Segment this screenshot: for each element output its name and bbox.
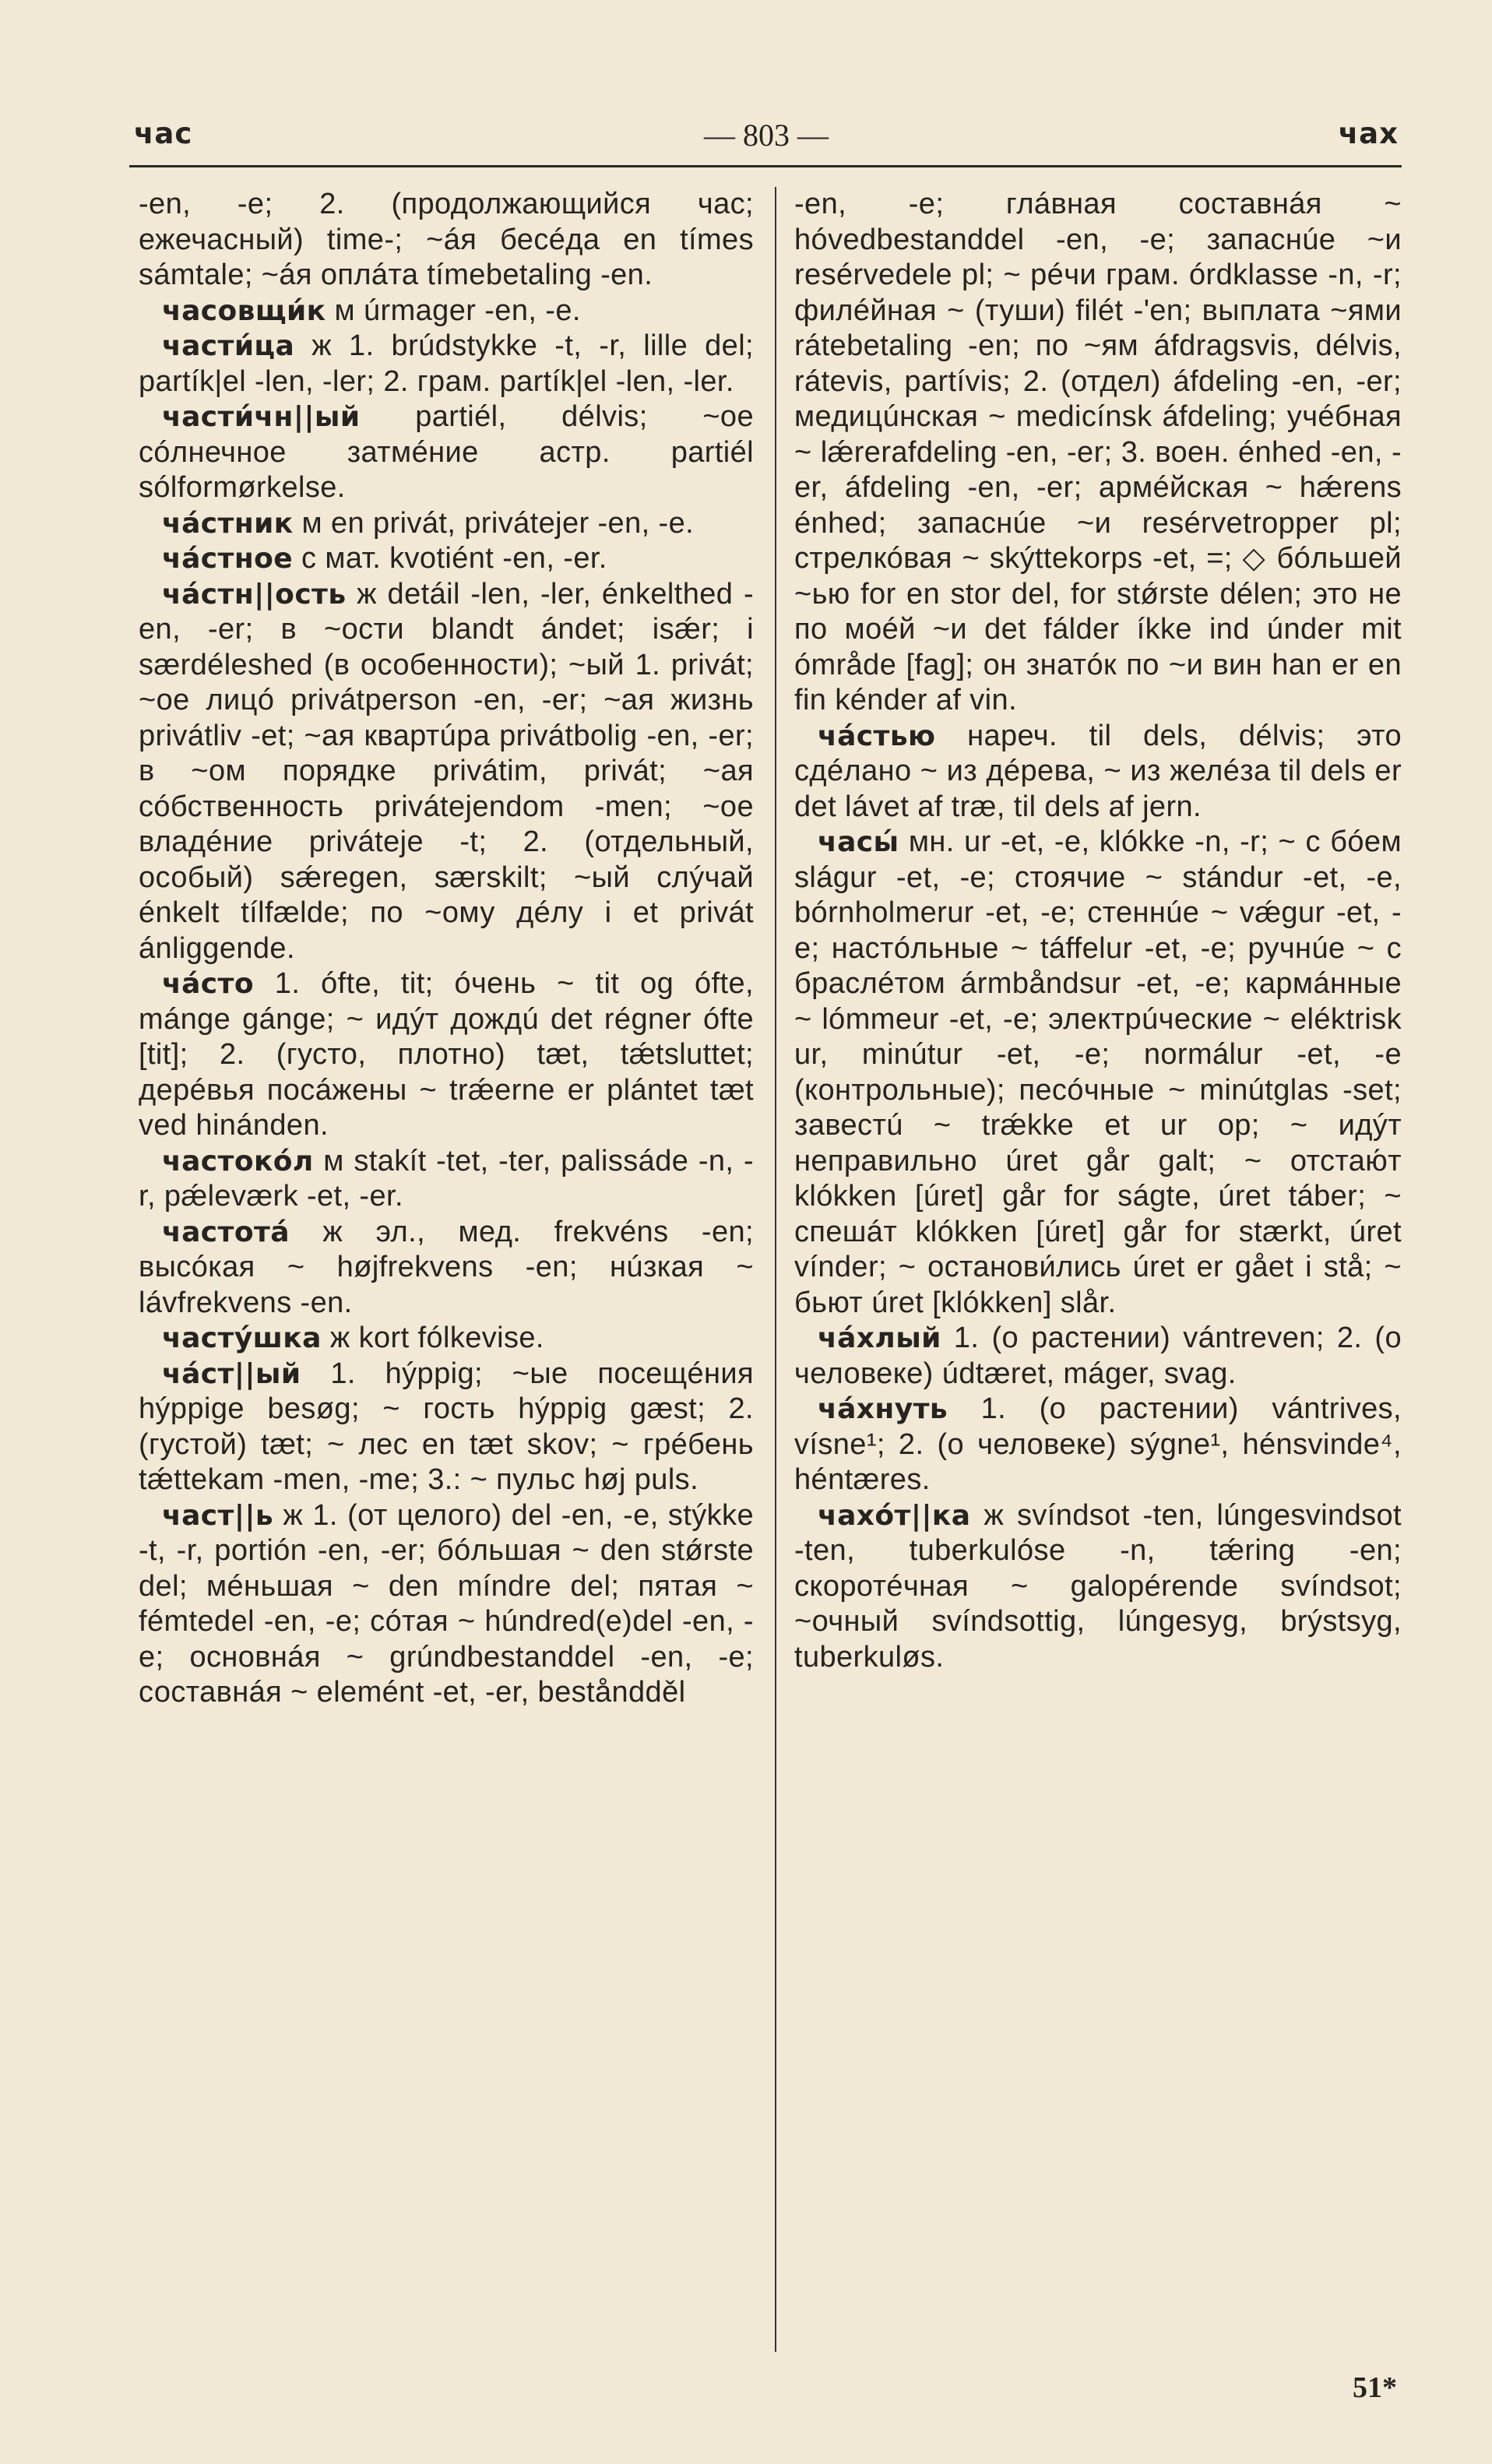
dictionary-entry <box>794 1321 1402 1392</box>
entry-definition: 1. (о растении) vántreven; 2. (о человеке) údtæret, máger, svag. <box>794 1322 1402 1390</box>
header-rule <box>129 165 1402 167</box>
header-guide-word-left: час <box>134 117 193 150</box>
dictionary-entry <box>794 1498 1402 1676</box>
entry-headword: частотá <box>162 1216 290 1248</box>
entry-definition: ж 1. brúdstykke -t, -r, lille del; partík|el -len, -ler; 2. грам. partík|el -len, -ler. <box>139 329 755 398</box>
entry-headword: частокóл <box>162 1145 314 1177</box>
entry-headword: част||ь <box>162 1499 274 1532</box>
header-guide-word-right: чах <box>1338 117 1399 150</box>
entry-definition: ж svíndsot -ten, lúngesvindsot -ten, tuberkulóse -n, tǽring -en; скоротéчная ~ galopérende svíndsot; ~очный svíndsottig, lúngesyg, brýstsyg, tuberkuløs. <box>794 1498 1402 1674</box>
dictionary-entry <box>794 187 1402 719</box>
entry-definition: ж detáil -len, -ler, énkelthed -en, -er; в ~ости blandt ándet; isǽr; i særdéleshed (в особенности); ~ый 1. privát; ~ое лицó privátperson -en, -er; ~ая жизнь privátliv -et; ~ая квартúра privátbolig -en, -er; в ~ом порядке privátim, privát; ~ая сóбственность privátejendom -men; ~ое владéние privátеje -t; 2. (отдельный, особый) sǽregen, særskilt; ~ый слýчай énkelt tílfælde; по ~ому дéлу i et privát ánliggende. <box>139 577 754 965</box>
dictionary-entry <box>139 577 754 967</box>
entry-definition: 1. hýppig; ~ые посещéния hýppige besøg; ~ гость hýppig gæst; 2. (густой) tæt; ~ лес en tæt skov; ~ грéбень tǽttekam -men, -me; 3.: ~ пульс høj puls. <box>139 1357 755 1496</box>
dictionary-entry <box>794 719 1402 825</box>
entry-headword: части́ца <box>162 330 295 362</box>
entry-headword: часы́ <box>818 826 899 858</box>
entry-definition: м en privát, privátejer -en, -e. <box>301 506 695 540</box>
running-head <box>132 117 1400 171</box>
entry-definition: м stakít -tet, -ter, palissáde -n, -r, pǽleværk -et, -er. <box>139 1144 754 1213</box>
entry-definition: 1. ófte, tit; óчень ~ tit og ófte, mánge gánge; ~ идýт дождú det régner ófte [tit]; 2. (густо, плотно) tæt, tǽtsluttet; дерéвья посáжены ~ trǽerne er plántet tæt ved hinánden. <box>139 967 754 1142</box>
entry-definition: нареч. til dels, délvis; это сдéлано ~ из дéрева, ~ из желéза til dels er det lávet af træ, til dels af jern. <box>794 719 1402 823</box>
entry-definition: с мат. kvotiént -en, -er. <box>301 542 607 575</box>
dictionary-entry <box>139 506 754 542</box>
entry-headword: чáст||ый <box>162 1357 301 1390</box>
entry-definition: ж эл., мед. frekvéns -en; высóкая ~ højfrekvens -en; нúзкая ~ lávfrekvens -en. <box>139 1215 754 1319</box>
entry-headword: чáстное <box>162 543 294 575</box>
dictionary-entry <box>139 541 754 577</box>
dictionary-entry <box>139 400 754 506</box>
dictionary-entry <box>139 187 754 294</box>
entry-headword: чáстник <box>162 507 294 540</box>
entry-headword: чáхнуть <box>818 1393 948 1425</box>
column-divider <box>775 187 776 2352</box>
dictionary-entry <box>794 825 1402 1321</box>
dictionary-entry <box>794 1392 1402 1498</box>
dictionary-entry <box>139 1144 754 1215</box>
entry-headword: чахóт||ка <box>818 1499 971 1532</box>
entry-headword: чáхлый <box>818 1322 941 1354</box>
entry-definition: мн. ur -et, -e, klókke -n, -r; ~ с бóем slágur -et, -e; стоячие ~ stándur -et, -e, bórnholmerur -et, -e; стеннúе ~ vǽgur -et, -e; настóльные ~ táffelur -et, -e; ручнúе ~ с браслéтом ármbåndsur -et, -e; кармáнные ~ lómmeur -et, -e; электрúческие ~ eléktrisk ur, minútur -et, -e; normálur -et, -e (контрольные); песóчные ~ minútglas -set; завестú ~ trǽkke et ur op; ~ идýт неправильно úret går galt; ~ отстаю́т klókken [úret] går for ságte, úret táber; ~ спешáт klókken [úret] går for stærkt, úret vínder; ~ останови́лись úret er gået i stå; ~ бьют úret [klókken] slår. <box>794 825 1402 1319</box>
entry-definition: 1. (о растении) vántrives, vísne¹; 2. (о человеке) sýgne¹, hénsvinde⁴, héntæres. <box>794 1392 1402 1496</box>
entry-definition: м úrmager -en, -e. <box>334 294 581 327</box>
left-column <box>139 187 754 1711</box>
entry-headword: чáсто <box>162 968 254 1000</box>
entry-definition: -en, -e; 2. (продолжающийся час; ежечасный) time-; ~áя бесéда en tímes sámtale; ~áя оплáта tímebetaling -en. <box>139 188 754 291</box>
dictionary-entry <box>139 1215 754 1322</box>
right-column <box>794 187 1402 1675</box>
dictionary-entry <box>139 966 754 1144</box>
entry-headword: частýшка <box>162 1322 322 1354</box>
dictionary-entry <box>139 1321 754 1357</box>
entry-headword: чáстн||ость <box>162 578 347 611</box>
signature-mark: 51* <box>1353 2371 1397 2404</box>
page-number: — 803 — <box>704 118 829 153</box>
dictionary-entry <box>139 1357 754 1498</box>
dictionary-entry <box>139 294 754 329</box>
dictionary-entry <box>139 1498 754 1711</box>
entry-definition: ж kort fólkevise. <box>329 1322 544 1354</box>
entry-headword: часовщи́к <box>162 294 326 327</box>
entry-definition: ж 1. (от целого) del -en, -e, stýkke -t, -r, portión -en, -er; бóльшая ~ den stǿrste del; мéньшая ~ den míndre del; пятая ~ fémtedel -en, -e; сóтая ~ húndred(e)del -en, -e; основнáя ~ grúndbestanddel -en, -e; составнáя ~ elemént -et, -er, beståndděl <box>139 1498 754 1709</box>
entry-headword: части́чн||ый <box>162 401 361 433</box>
entry-definition: -en, -e; глáвная составнáя ~ hóvedbestanddel -en, -e; запаснúе ~и resérvedele pl; ~ рéчи грам. órdklasse -n, -r; филéйная ~ (туши) filét -'en; выплата ~ями rátebetaling -en; по ~ям áfdragsvis, délvis, rátevis, partívis; 2. (отдел) áfdeling -en, -er; медицúнская ~ medicínsk áfdeling; учéбная ~ lǽrerafdeling -en, -er; 3. воен. énhed -en, -er, áfdeling -en, -er; армéйская ~ hǽrens énhed; запаснúе ~и resérvetropper pl; стрелкóвая ~ skýttekorps -et, =; ◇ бóльшей ~ью for en stor del, for stǿrste délen; это не по моéй ~и det fálder íkke ind únder mit ómråde [fag]; он знатóк по ~и вин han er en fin kénder af vin. <box>794 188 1402 716</box>
entry-definition: partiél, délvis; ~ое сóлнечное затмéние астр. partiél sólformørkelse. <box>139 400 754 504</box>
entry-headword: чáстью <box>818 720 936 752</box>
dictionary-entry <box>139 329 754 400</box>
